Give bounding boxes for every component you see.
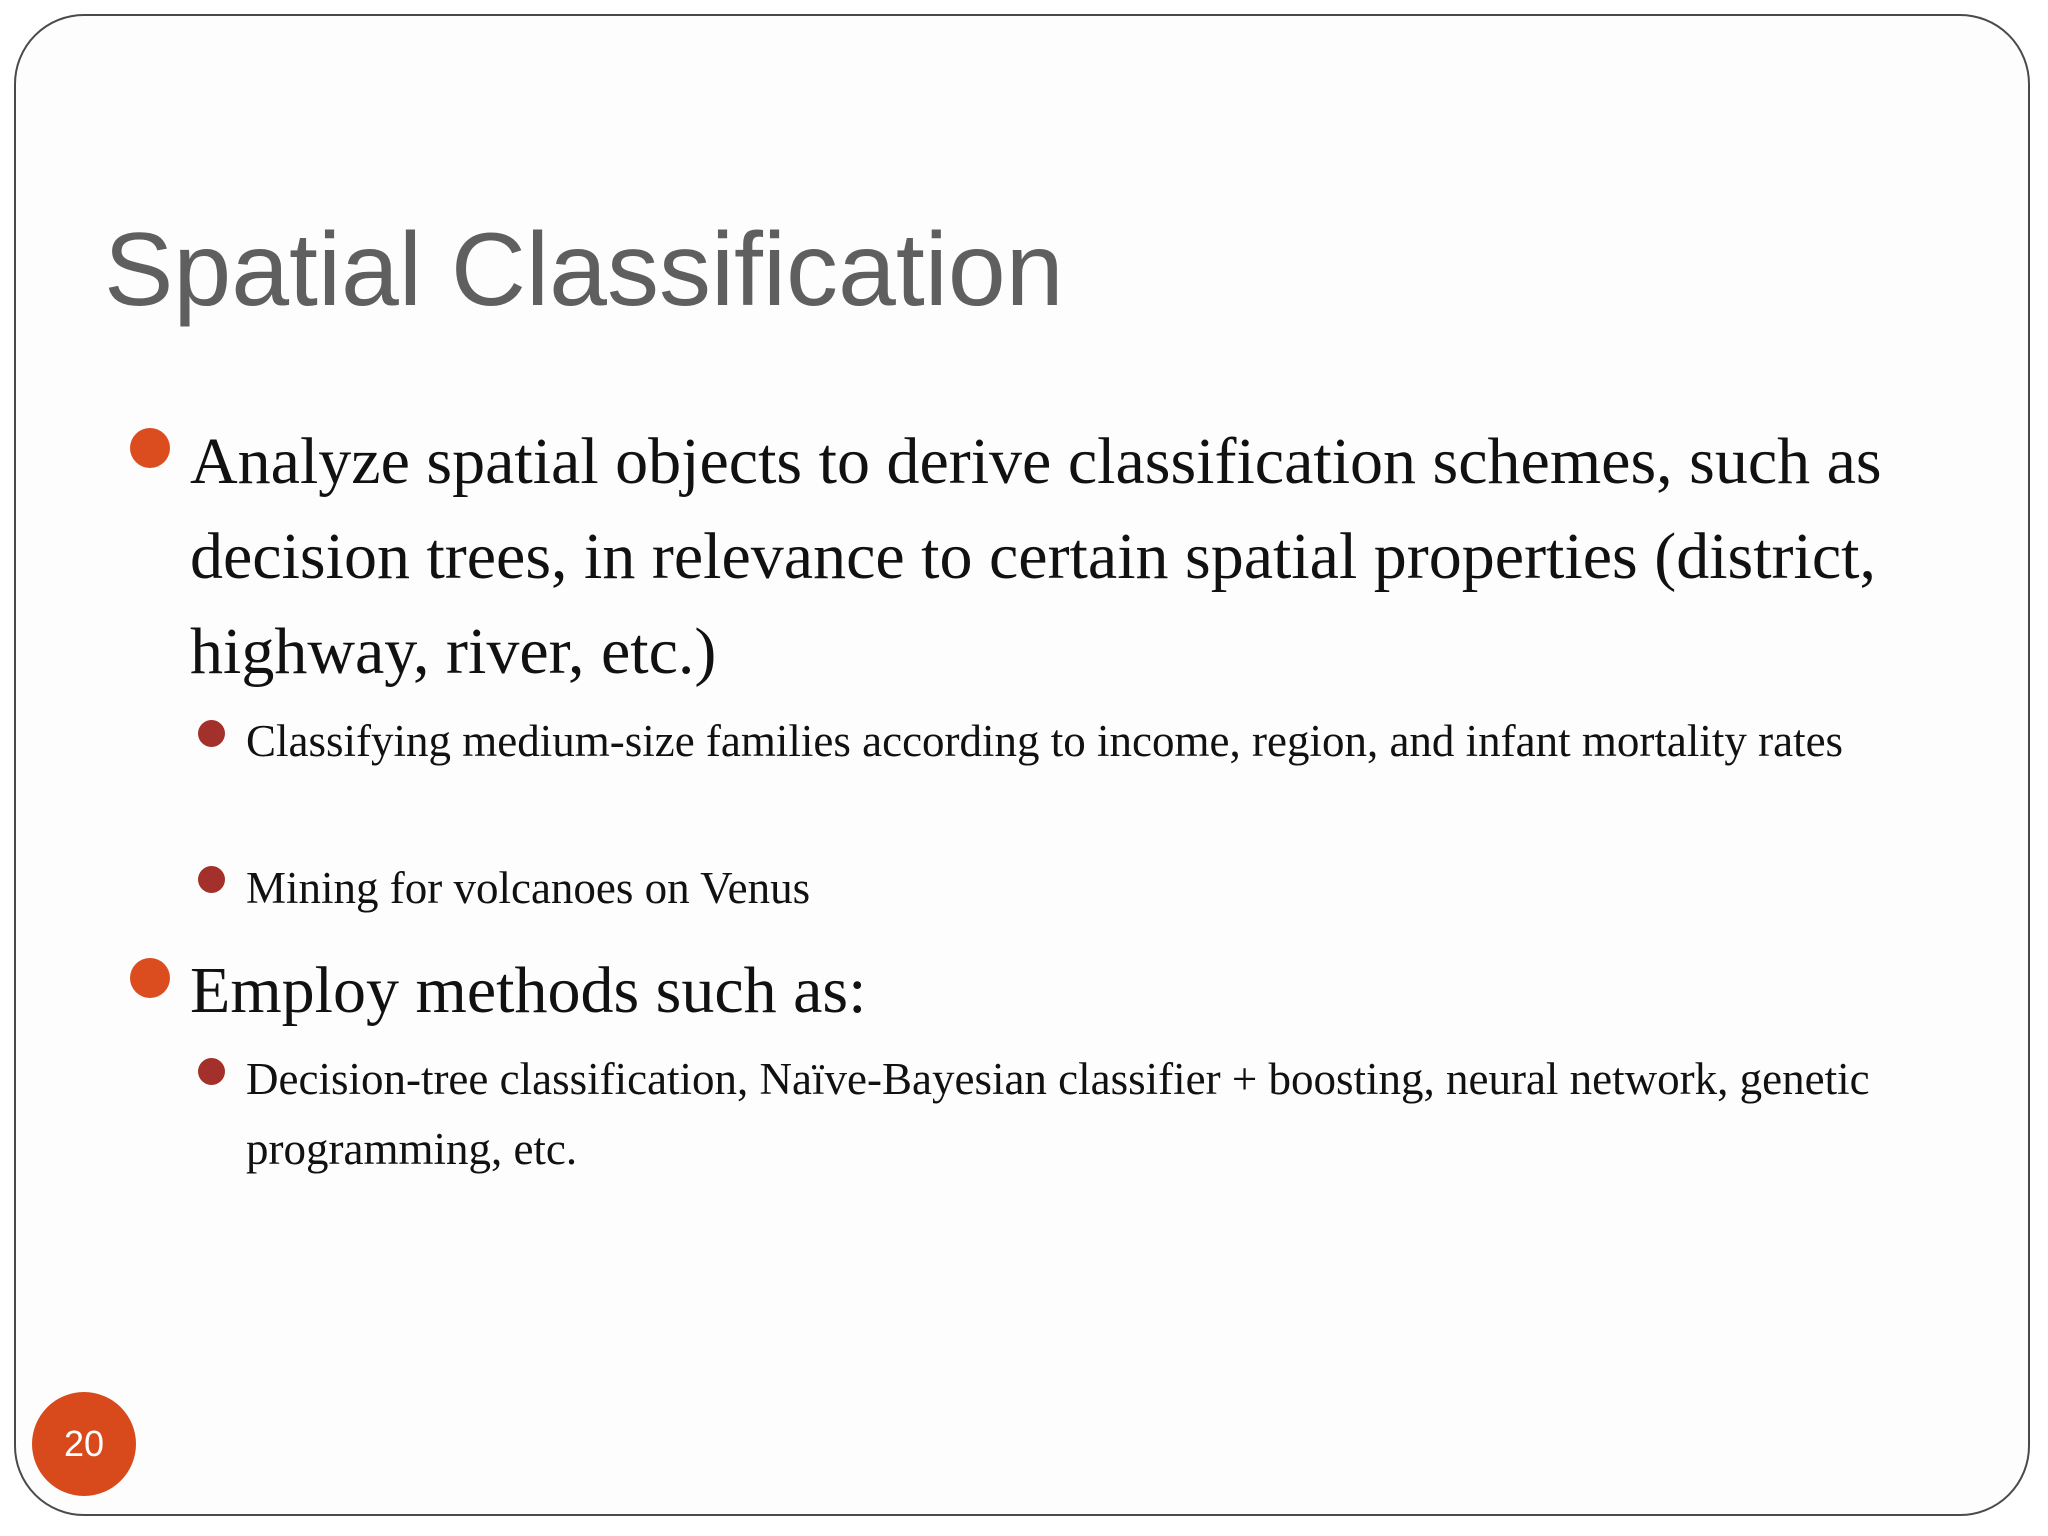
bullet-level2-text: Decision-tree classification, Naïve-Bayesian classifier + boosting, neural network, genetic programming, etc. [246, 1054, 1870, 1174]
bullet-level1-text: Analyze spatial objects to derive classification schemes, such as decision trees, in relevance to certain spatial properties (district, highway, river, etc.) [190, 425, 1882, 688]
page-number-badge: 20 [32, 1392, 136, 1496]
bullet-level2-text: Mining for volcanoes on Venus [246, 863, 811, 913]
bullet-level1-text: Employ methods such as: [190, 954, 867, 1027]
bullet-dot-icon [130, 428, 170, 468]
sub-bullet-dot-icon [198, 720, 225, 747]
sub-bullet-dot-icon [198, 866, 225, 893]
bullet-level2-text: Classifying medium-size families according to income, region, and infant mortality rates [246, 716, 1844, 766]
bullet-dot-icon [130, 958, 170, 998]
slide-title: Spatial Classification [104, 212, 1064, 328]
sub-bullet-dot-icon [198, 1058, 225, 1085]
